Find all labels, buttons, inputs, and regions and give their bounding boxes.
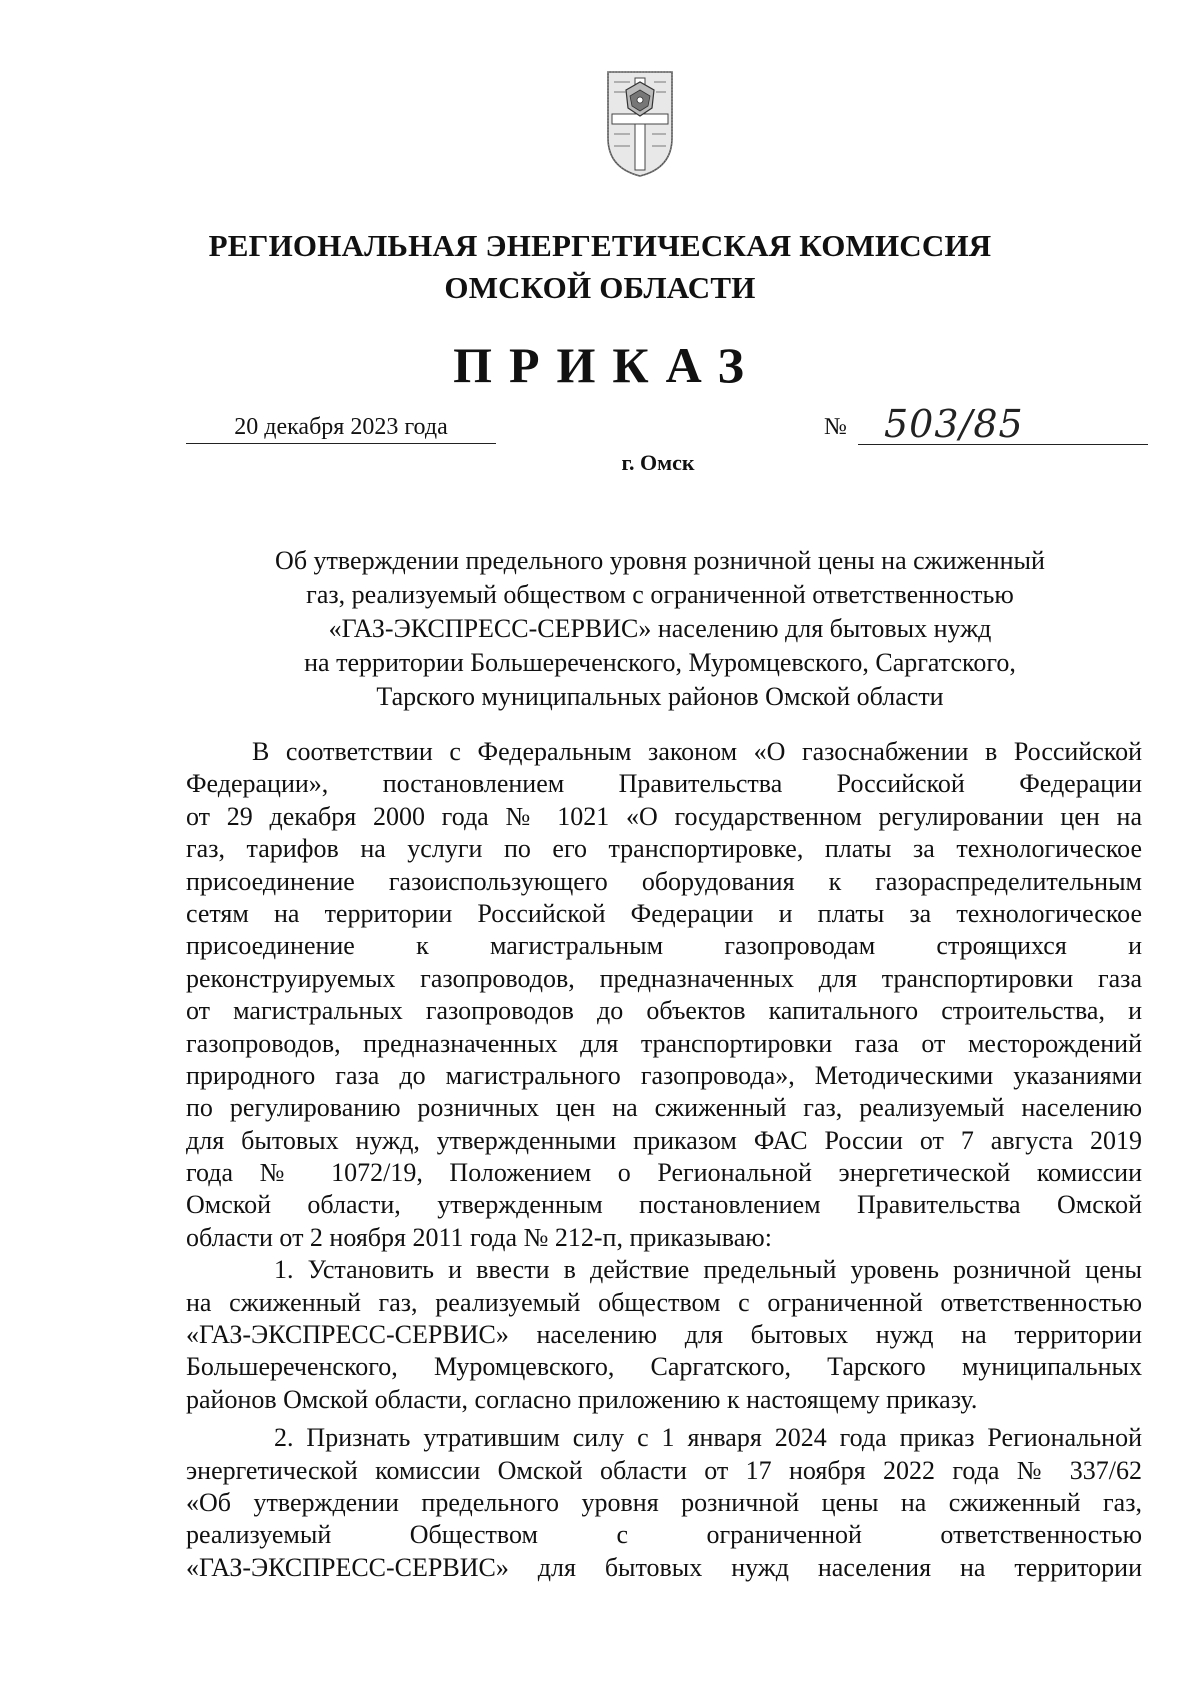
preamble-line: присоединение к магистральным газопроводам строящихся и bbox=[186, 931, 1142, 961]
preamble-line: от магистральных газопроводов до объектов капитального строительства, и bbox=[186, 996, 1142, 1026]
preamble-line: В соответствии с Федеральным законом «О газоснабжении в Российской bbox=[252, 737, 1142, 766]
item1-line: на сжиженный газ, реализуемый обществом с ограниченной ответственностью bbox=[186, 1287, 1142, 1317]
subject-line: на территории Большереченского, Муромцевского, Саргатского, bbox=[304, 648, 1016, 677]
coat-of-arms-icon bbox=[604, 68, 676, 180]
preamble-line: Федерации», постановлением Правительства Российской Федерации bbox=[186, 769, 1142, 799]
organization-name-line1: РЕГИОНАЛЬНАЯ ЭНЕРГЕТИЧЕСКАЯ КОМИССИЯ bbox=[208, 228, 992, 263]
preamble-line: газопроводов, предназначенных для транспортировки газа от месторождений bbox=[186, 1028, 1142, 1058]
item1-line: «ГАЗ-ЭКСПРЕСС-СЕРВИС» населению для бытовых нужд на территории bbox=[186, 1320, 1142, 1350]
document-date: 20 декабря 2023 года bbox=[186, 414, 496, 444]
subject-line: «ГАЗ-ЭКСПРЕСС-СЕРВИС» населению для бытовых нужд bbox=[328, 614, 992, 643]
document-body bbox=[186, 736, 1142, 1584]
preamble-line: области от 2 ноября 2011 года № 212-п, приказываю: bbox=[186, 1222, 772, 1252]
subject-line: Тарского муниципальных районов Омской области bbox=[376, 682, 944, 711]
preamble-line: для бытовых нужд, утвержденными приказом ФАС России от 7 августа 2019 bbox=[186, 1125, 1142, 1155]
item1-line: 1. Установить и ввести в действие предельный уровень розничной цены bbox=[274, 1255, 1142, 1285]
preamble-line: по регулированию розничных цен на сжиженный газ, реализуемый населению bbox=[186, 1093, 1142, 1123]
organization-name-line2: ОМСКОЙ ОБЛАСТИ bbox=[444, 270, 756, 305]
item2-line: «Об утверждении предельного уровня розничной цены на сжиженный газ, bbox=[186, 1487, 1142, 1517]
item2-line: «ГАЗ-ЭКСПРЕСС-СЕРВИС» для бытовых нужд населения на территории bbox=[186, 1552, 1142, 1582]
preamble-line: присоединение газоиспользующего оборудования к газораспределительным bbox=[186, 866, 1142, 896]
number-sign: № bbox=[824, 414, 847, 440]
preamble-line: газ, тарифов на услуги по его транспортировке, платы за технологическое bbox=[186, 834, 1142, 864]
preamble-line: от 29 декабря 2000 года № 1021 «О государственном регулировании цен на bbox=[186, 801, 1142, 831]
preamble-line: Омской области, утвержденным постановлением Правительства Омской bbox=[186, 1190, 1142, 1220]
document-number-handwritten: 503/85 bbox=[884, 402, 1024, 446]
subject-line: Об утверждении предельного уровня розничной цены на сжиженный bbox=[275, 546, 1045, 575]
item1-line: районов Омской области, согласно приложению к настоящему приказу. bbox=[186, 1384, 978, 1414]
preamble-line: года № 1072/19, Положением о Региональной энергетической комиссии bbox=[186, 1158, 1142, 1188]
preamble-line: реконструируемых газопроводов, предназначенных для транспортировки газа bbox=[186, 963, 1142, 993]
document-type-title: ПРИКАЗ bbox=[453, 337, 761, 393]
item2-line: 2. Признать утратившим силу с 1 января 2024 года приказ Региональной bbox=[274, 1423, 1142, 1453]
preamble-line: сетям на территории Российской Федерации и платы за технологическое bbox=[186, 898, 1142, 928]
item1-line: Большереченского, Муромцевского, Саргатского, Тарского муниципальных bbox=[186, 1352, 1142, 1382]
item2-line: реализуемый Обществом с ограниченной ответственностью bbox=[186, 1520, 1142, 1550]
subject-line: газ, реализуемый обществом с ограниченной ответственностью bbox=[306, 580, 1014, 609]
item2-line: энергетической комиссии Омской области от 17 ноября 2022 года № 337/62 bbox=[186, 1455, 1142, 1485]
city-label: г. Омск bbox=[621, 450, 695, 475]
preamble-line: природного газа до магистрального газопровода», Методическими указаниями bbox=[186, 1060, 1142, 1090]
number-underline bbox=[858, 444, 1148, 445]
document-subject bbox=[180, 544, 1140, 714]
